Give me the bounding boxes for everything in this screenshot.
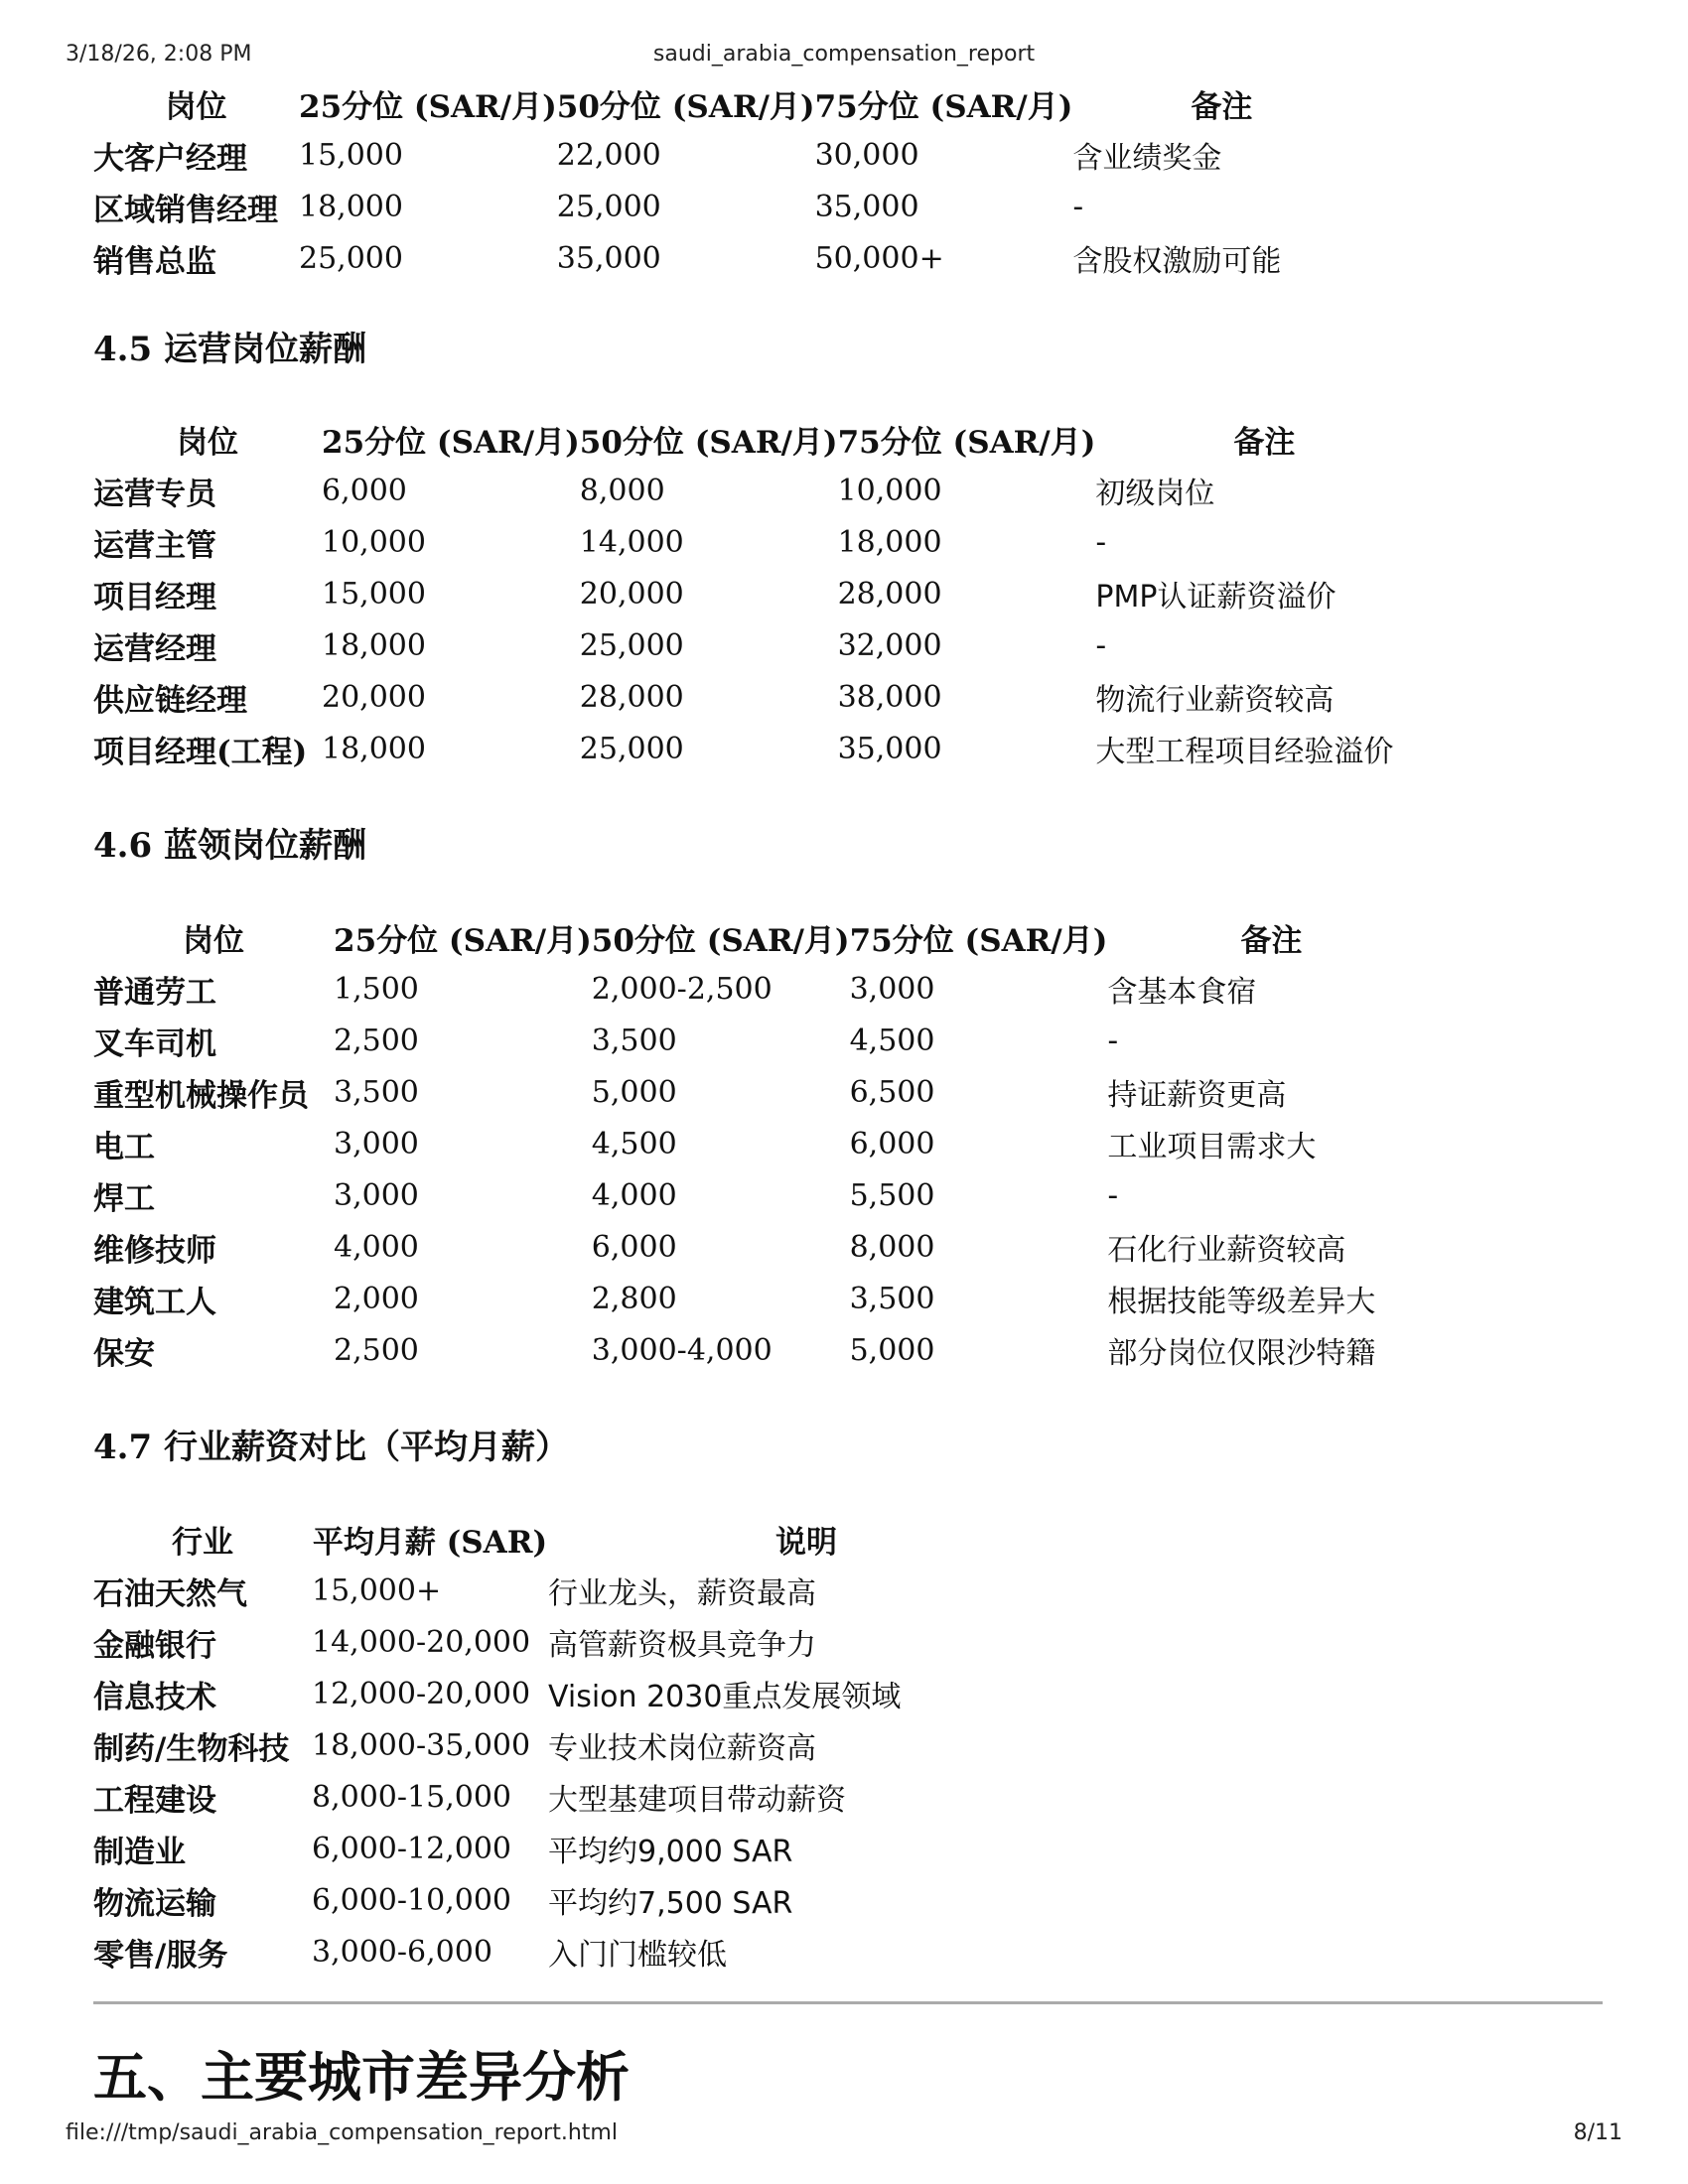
note-cell: 行业龙头，薪资最高 (548, 1576, 816, 1611)
note-cell: 含股权激励可能 (1072, 244, 1282, 279)
table-header-row (93, 911, 1435, 963)
note-cell: 初级岗位 (1095, 477, 1215, 511)
table-row (93, 1221, 1435, 1273)
value-cell: 8,000 (579, 473, 665, 508)
industry-comparison-section (93, 1426, 1603, 1974)
row-label: 普通劳工 (93, 974, 216, 1011)
column-header: 岗位 (165, 88, 227, 125)
value-cell: 25,000 (579, 627, 684, 663)
column-header: 75分位 (SAR/月) (849, 922, 1108, 959)
column-header: 25分位 (SAR/月) (299, 88, 557, 125)
row-label: 零售/服务 (93, 1937, 228, 1974)
value-cell: 18,000 (299, 189, 403, 224)
sales-compensation-table (93, 77, 1370, 284)
row-label: 销售总监 (93, 243, 216, 280)
value-cell: 3,500 (334, 1074, 419, 1110)
column-header: 75分位 (SAR/月) (837, 424, 1096, 461)
column-header: 说明 (775, 1524, 837, 1561)
operations-compensation-section (93, 328, 1603, 770)
row-label: 工程建设 (93, 1782, 216, 1819)
column-header: 岗位 (183, 922, 244, 959)
column-header: 25分位 (SAR/月) (322, 424, 580, 461)
section-heading-blue-collar: 4.6 蓝领岗位薪酬 (93, 826, 366, 866)
value-cell: 6,000 (591, 1229, 677, 1265)
note-cell: PMP认证薪资溢价 (1095, 580, 1336, 614)
value-cell: 3,000-4,000 (591, 1332, 773, 1368)
section-heading-industry: 4.7 行业薪资对比（平均月薪） (93, 1428, 569, 1467)
note-cell: 物流行业薪资较高 (1095, 683, 1335, 718)
note-cell: 大型工程项目经验溢价 (1095, 735, 1394, 769)
value-cell: 15,000 (299, 137, 403, 173)
print-datetime: 3/18/26, 2:08 PM (66, 42, 252, 67)
table-header-row (93, 77, 1370, 129)
value-cell: 18,000 (322, 627, 426, 663)
note-cell: 石化行业薪资较高 (1107, 1233, 1346, 1268)
value-cell: 5,000 (591, 1074, 677, 1110)
note-cell: 含基本食宿 (1107, 975, 1257, 1010)
column-header: 平均月薪 (SAR) (312, 1524, 548, 1561)
note-cell: 工业项目需求大 (1107, 1130, 1317, 1164)
row-label: 物流运输 (93, 1885, 216, 1922)
table-row (93, 1616, 1064, 1668)
row-label: 制造业 (93, 1834, 186, 1870)
table-row (93, 129, 1370, 181)
row-label: 重型机械操作员 (93, 1077, 309, 1114)
value-cell: 50,000+ (814, 240, 944, 276)
value-cell: 8,000 (849, 1229, 935, 1265)
table-row (93, 1118, 1435, 1169)
value-cell: 3,000 (849, 971, 935, 1007)
row-label: 运营专员 (93, 476, 216, 512)
row-label: 建筑工人 (93, 1284, 216, 1320)
value-cell: 4,000 (591, 1177, 677, 1213)
table-row (93, 1169, 1435, 1221)
row-label: 电工 (93, 1129, 155, 1165)
value-cell: 6,000-10,000 (312, 1882, 511, 1918)
row-label: 石油天然气 (93, 1575, 247, 1612)
note-cell: 平均约9,000 SAR (548, 1835, 793, 1869)
print-doc-title: saudi_arabia_compensation_report (652, 42, 1036, 67)
note-cell: 入门门槛较低 (548, 1938, 727, 1973)
row-label: 项目经理(工程) (93, 734, 308, 770)
value-cell: 3,000 (334, 1177, 419, 1213)
table-row (93, 1015, 1435, 1066)
industry-comparison-table (93, 1513, 1064, 1978)
value-cell: 3,500 (591, 1023, 677, 1058)
note-cell: 持证薪资更高 (1107, 1078, 1287, 1113)
table-row (93, 1823, 1064, 1874)
section-divider (93, 2001, 1603, 2004)
table-row (93, 1926, 1064, 1978)
column-header: 行业 (172, 1524, 233, 1561)
table-header-row (93, 413, 1433, 465)
value-cell: 18,000 (837, 524, 942, 560)
row-label: 运营经理 (93, 630, 216, 667)
value-cell: 2,500 (334, 1023, 419, 1058)
note-cell: 专业技术岗位薪资高 (548, 1731, 816, 1766)
value-cell: 3,500 (849, 1281, 935, 1316)
column-header: 50分位 (SAR/月) (591, 922, 850, 959)
value-cell: 14,000-20,000 (312, 1624, 531, 1660)
value-cell: 1,500 (334, 971, 419, 1007)
value-cell: 25,000 (579, 731, 684, 766)
value-cell: 32,000 (837, 627, 942, 663)
value-cell: 2,000 (334, 1281, 419, 1316)
value-cell: 25,000 (556, 189, 661, 224)
value-cell: 14,000 (579, 524, 684, 560)
note-cell: - (1095, 524, 1107, 560)
value-cell: 20,000 (579, 576, 684, 612)
table-row (93, 1324, 1435, 1376)
value-cell: 3,000-6,000 (312, 1934, 492, 1970)
section-heading-operations: 4.5 运营岗位薪酬 (93, 330, 366, 369)
note-cell: - (1107, 1023, 1119, 1058)
table-row (93, 1668, 1064, 1719)
column-header: 备注 (1191, 88, 1253, 125)
value-cell: 10,000 (837, 473, 942, 508)
value-cell: 28,000 (579, 679, 684, 715)
table-row (93, 1874, 1064, 1926)
row-label: 焊工 (93, 1180, 155, 1217)
column-header: 50分位 (SAR/月) (556, 88, 815, 125)
row-label: 维修技师 (93, 1232, 216, 1269)
value-cell: 3,000 (334, 1126, 419, 1161)
note-cell: 根据技能等级差异大 (1107, 1285, 1376, 1319)
table-row (93, 619, 1433, 671)
column-header: 备注 (1240, 922, 1303, 959)
value-cell: 25,000 (299, 240, 403, 276)
note-cell: 高管薪资极具竞争力 (548, 1628, 816, 1663)
value-cell: 35,000 (837, 731, 942, 766)
value-cell: 5,000 (849, 1332, 935, 1368)
value-cell: 6,000 (849, 1126, 935, 1161)
column-header: 50分位 (SAR/月) (579, 424, 838, 461)
value-cell: 38,000 (837, 679, 942, 715)
row-label: 保安 (93, 1335, 155, 1372)
column-header: 岗位 (177, 424, 238, 461)
row-label: 项目经理 (93, 579, 216, 615)
value-cell: 28,000 (837, 576, 942, 612)
print-page-number: 8/11 (1573, 2120, 1622, 2145)
value-cell: 18,000-35,000 (312, 1727, 531, 1763)
note-cell: 含业绩奖金 (1072, 141, 1222, 176)
row-label: 大客户经理 (93, 140, 247, 177)
value-cell: 2,500 (334, 1332, 419, 1368)
column-header: 备注 (1233, 424, 1296, 461)
value-cell: 35,000 (556, 240, 661, 276)
note-cell: Vision 2030重点发展领域 (548, 1680, 902, 1714)
table-row (93, 181, 1370, 232)
value-cell: 4,000 (334, 1229, 419, 1265)
value-cell: 4,500 (849, 1023, 935, 1058)
value-cell: 20,000 (322, 679, 426, 715)
note-cell: 部分岗位仅限沙特籍 (1107, 1336, 1376, 1371)
value-cell: 2,800 (591, 1281, 677, 1316)
row-label: 供应链经理 (93, 682, 247, 719)
print-file-url: file:///tmp/saudi_arabia_compensation_report.html (66, 2120, 618, 2145)
table-row (93, 1273, 1435, 1324)
table-row (93, 963, 1435, 1015)
table-row (93, 1719, 1064, 1771)
table-row (93, 671, 1433, 723)
row-label: 运营主管 (93, 527, 216, 564)
table-header-row (93, 1513, 1064, 1565)
table-row (93, 1771, 1064, 1823)
value-cell: 30,000 (814, 137, 919, 173)
column-header: 75分位 (SAR/月) (814, 88, 1073, 125)
note-cell: 大型基建项目带动薪资 (548, 1783, 846, 1818)
note-cell: - (1107, 1177, 1119, 1213)
note-cell: 平均约7,500 SAR (548, 1886, 793, 1921)
table-row (93, 723, 1433, 774)
table-row (93, 516, 1433, 568)
value-cell: 10,000 (322, 524, 426, 560)
value-cell: 15,000+ (312, 1572, 442, 1608)
value-cell: 6,000 (322, 473, 407, 508)
table-row (93, 232, 1370, 284)
value-cell: 8,000-15,000 (312, 1779, 511, 1815)
value-cell: 22,000 (556, 137, 661, 173)
note-cell: - (1095, 627, 1107, 663)
value-cell: 18,000 (322, 731, 426, 766)
value-cell: 35,000 (814, 189, 919, 224)
table-row (93, 1066, 1435, 1118)
note-cell: - (1072, 189, 1084, 224)
row-label: 金融银行 (93, 1627, 216, 1664)
value-cell: 15,000 (322, 576, 426, 612)
value-cell: 6,500 (849, 1074, 935, 1110)
row-label: 信息技术 (93, 1679, 216, 1715)
value-cell: 4,500 (591, 1126, 677, 1161)
blue-collar-compensation-table (93, 911, 1435, 1376)
row-label: 制药/生物科技 (93, 1730, 290, 1767)
operations-compensation-table (93, 413, 1433, 774)
table-row (93, 465, 1433, 516)
table-row (93, 568, 1433, 619)
blue-collar-compensation-section (93, 824, 1603, 1372)
row-label: 叉车司机 (93, 1025, 216, 1062)
value-cell: 2,000-2,500 (591, 971, 773, 1007)
value-cell: 6,000-12,000 (312, 1831, 511, 1866)
value-cell: 12,000-20,000 (312, 1676, 531, 1711)
table-row (93, 1565, 1064, 1616)
column-header: 25分位 (SAR/月) (334, 922, 592, 959)
row-label: 区域销售经理 (93, 192, 278, 228)
section-heading-city-analysis: 五、主要城市差异分析 (93, 2046, 630, 2109)
value-cell: 5,500 (849, 1177, 935, 1213)
